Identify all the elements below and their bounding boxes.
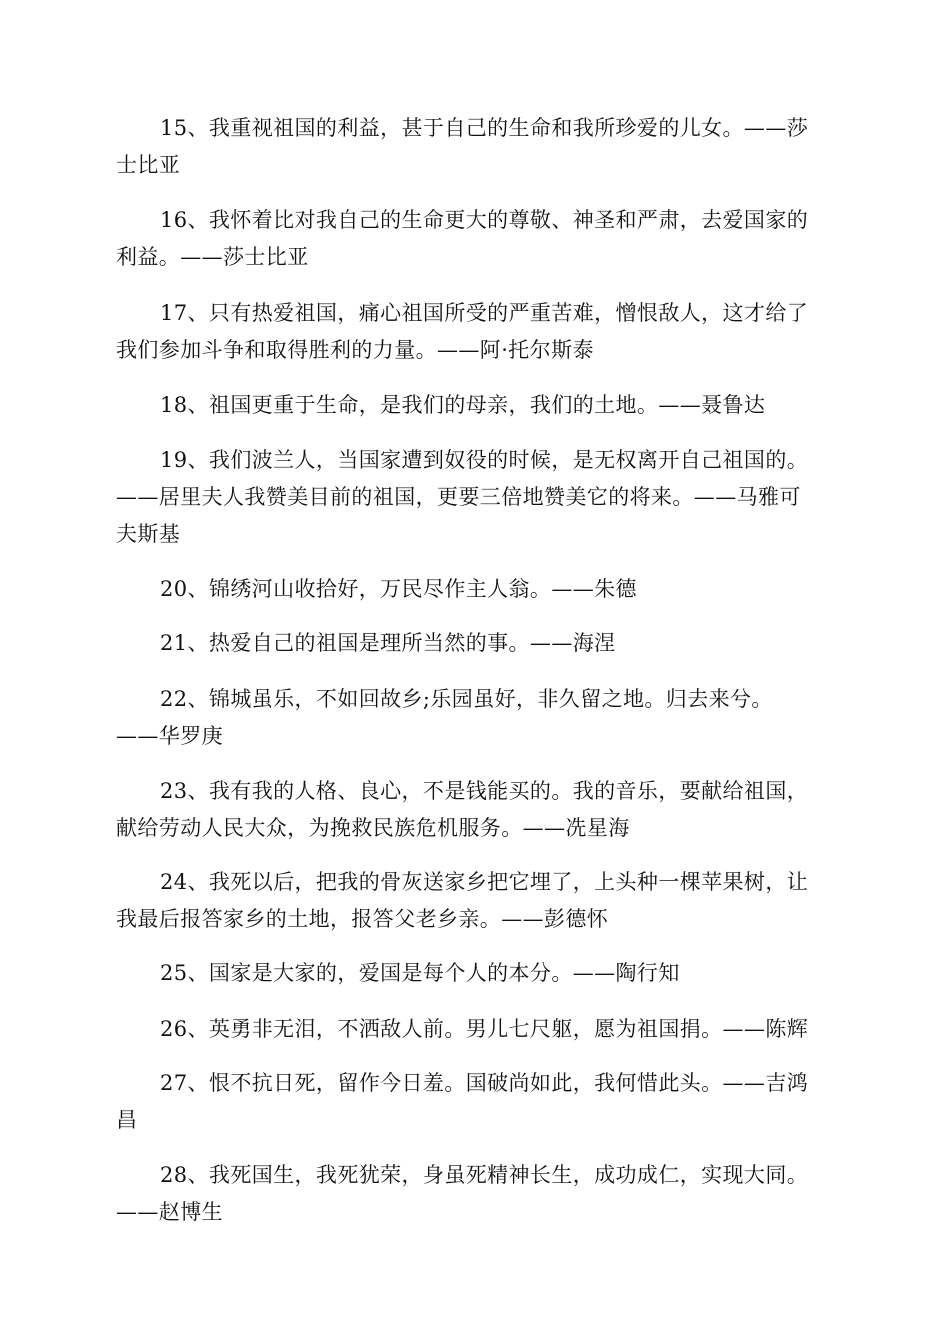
quote-paragraph-24 [116,864,834,938]
quote-paragraph-23 [116,773,834,847]
quote-line: 献给劳动人民大众，为挽救民族危机服务。——冼星海 [116,816,630,840]
quote-line: 利益。——莎士比亚 [116,245,309,269]
quote-line: 26、英勇非无泪，不洒敌人前。男儿七尺躯，愿为祖国捐。——陈辉 [160,1017,809,1041]
quote-line: 士比亚 [116,153,181,177]
quote-line: ——赵博生 [116,1200,223,1224]
quote-paragraph-19 [116,442,834,553]
quote-paragraph-18 [116,387,834,424]
quote-line: 夫斯基 [116,522,181,546]
quote-line: 28、我死国生，我死犹荣，身虽死精神长生，成功成仁，实现大同。 [160,1163,809,1187]
quote-paragraph-26 [116,1011,834,1048]
quote-line: 昌 [116,1108,138,1132]
quote-paragraph-16 [116,202,834,276]
quote-paragraph-27 [116,1065,834,1139]
quote-paragraph-20 [116,571,834,608]
quote-line: 21、热爱自己的祖国是理所当然的事。——海涅 [160,631,616,655]
quote-line: ——华罗庚 [116,724,223,748]
quote-line: 23、我有我的人格、良心，不是钱能买的。我的音乐，要献给祖国， [160,779,809,803]
quote-paragraph-21 [116,625,834,662]
quote-line: 25、国家是大家的，爱国是每个人的本分。——陶行知 [160,961,680,985]
quote-line: 22、锦城虽乐，不如回故乡;乐园虽好，非久留之地。归去来兮。 [160,687,773,711]
quote-paragraph-15 [116,110,834,184]
quote-line: 27、恨不抗日死，留作今日羞。国破尚如此，我何惜此头。——吉鸿 [160,1071,809,1095]
quote-line: 17、只有热爱祖国，痛心祖国所受的严重苦难，憎恨敌人，这才给了 [160,301,809,325]
quote-line: 16、我怀着比对我自己的生命更大的尊敬、神圣和严肃，去爱国家的 [160,208,809,232]
quote-line: 20、锦绣河山收拾好，万民尽作主人翁。——朱德 [160,577,637,601]
quote-line: 19、我们波兰人，当国家遭到奴役的时候，是无权离开自己祖国的。 [160,448,809,472]
quote-paragraph-17 [116,295,834,369]
quote-line: 24、我死以后，把我的骨灰送家乡把它埋了，上头种一棵苹果树，让 [160,870,809,894]
quote-paragraph-22 [116,681,834,755]
quote-line: 15、我重视祖国的利益，甚于自己的生命和我所珍爱的儿女。——莎 [160,116,809,140]
quote-paragraph-28 [116,1157,834,1231]
quote-paragraph-25 [116,955,834,992]
quote-line: 18、祖国更重于生命，是我们的母亲，我们的土地。——聂鲁达 [160,393,766,417]
quote-line: 我们参加斗争和取得胜利的力量。——阿·托尔斯泰 [116,338,594,362]
quote-line: 我最后报答家乡的土地，报答父老乡亲。——彭德怀 [116,907,609,931]
quote-line: ——居里夫人我赞美目前的祖国，更要三倍地赞美它的将来。——马雅可 [116,485,801,509]
